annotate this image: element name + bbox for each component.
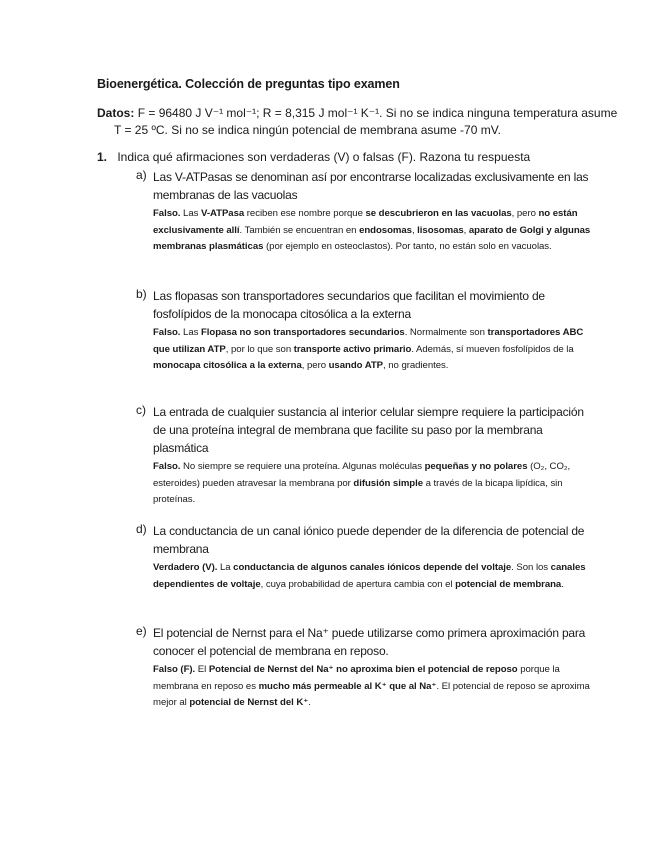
answer-text: , pero xyxy=(301,360,329,371)
answer-text: reciben ese nombre porque xyxy=(244,208,366,219)
answer-emphasis: V-ATPasa xyxy=(201,208,245,219)
datos-label: Datos: xyxy=(97,106,135,120)
answer-text: a través de la bicapa lipídica, sin proteínas. xyxy=(153,477,563,505)
datos-line-1 xyxy=(97,106,617,120)
answer-text: . Normalmente son xyxy=(404,327,488,338)
answer-emphasis: monocapa citosólica a la externa xyxy=(153,360,302,371)
answer-text: , xyxy=(411,224,418,236)
item-answer xyxy=(153,560,596,593)
answer-text: No siempre se requiere una proteína. Algunas moléculas xyxy=(180,461,425,472)
answer-text: (por ejemplo en osteoclastos). Por tanto, no están solo en vacuolas. xyxy=(263,241,552,252)
question-item-d xyxy=(136,522,596,593)
answer-text: . xyxy=(561,578,564,590)
answer-emphasis: lisosomas xyxy=(417,224,464,236)
item-statement: Las flopasas son transportadores secundarios que facilitan el movimiento de fosfolípidos de la monocapa citosólica a la externa xyxy=(153,289,545,321)
data-constants xyxy=(97,105,627,139)
item-answer xyxy=(153,325,596,375)
answer-emphasis: Verdadero (V). xyxy=(153,562,218,573)
answer-emphasis: Potencial de Nernst del Na⁺ no aproxima bien el potencial de reposo xyxy=(208,664,518,675)
datos-text-1: F = 96480 J V⁻¹ mol⁻¹; R = 8,315 J mol⁻¹ K⁻¹. Si no se indica ninguna temperatura asume xyxy=(137,106,618,120)
answer-emphasis: se descubrieron en las vacuolas xyxy=(365,208,512,219)
answer-text: . Son los xyxy=(511,562,551,573)
answer-emphasis: conductancia de algunos canales iónicos depende del voltaje xyxy=(233,562,512,573)
answer-text: (O₂, CO₂, esteroides) pueden atravesar la membrana por xyxy=(153,461,571,489)
answer-emphasis: no están exclusivamente allí xyxy=(153,208,578,236)
answer-emphasis: potencial de membrana xyxy=(455,578,562,590)
answer-text: . El potencial de reposo se aproxima mejor al xyxy=(153,680,590,708)
answer-text: , cuya probabilidad de apertura cambia con el xyxy=(260,578,456,590)
answer-emphasis: usando ATP xyxy=(328,360,384,371)
answer-emphasis: Falso. xyxy=(153,461,181,472)
document-title: Bioenergética. Colección de preguntas tipo examen xyxy=(97,77,400,91)
datos-line-2 xyxy=(97,122,627,139)
item-statement: El potencial de Nernst para el Na⁺ puede utilizarse como primera aproximación para conocer el potencial de membrana en reposo. xyxy=(153,626,586,658)
question-item-a xyxy=(136,168,596,256)
answer-text: , pero xyxy=(511,208,539,219)
question-item-e xyxy=(136,624,596,712)
item-letter: c) xyxy=(136,403,146,417)
answer-emphasis: endosomas xyxy=(359,224,412,236)
answer-text: Las xyxy=(180,327,201,338)
question-item-c xyxy=(136,403,596,509)
item-letter: e) xyxy=(136,624,147,638)
question-item-b xyxy=(136,287,596,375)
item-letter: d) xyxy=(136,522,147,536)
answer-emphasis: transportadores ABC que utilizan ATP xyxy=(153,327,584,355)
answer-emphasis: transporte activo primario xyxy=(293,343,412,355)
item-answer xyxy=(153,459,596,509)
answer-text: . Además, sí mueven fosfolípidos de la xyxy=(411,343,574,355)
answer-text: . xyxy=(308,697,311,708)
item-statement: La entrada de cualquier sustancia al interior celular siempre requiere la participación de una proteína integral de membrana que facilite su paso por la membrana plasmática xyxy=(153,405,584,455)
question-1-prompt xyxy=(97,150,530,164)
datos-t-label: T xyxy=(114,123,122,137)
answer-text: , xyxy=(463,224,469,236)
answer-text: . También se encuentran en xyxy=(239,224,360,236)
answer-text: Las xyxy=(180,208,201,219)
answer-emphasis: mucho más permeable al K⁺ que al Na⁺ xyxy=(258,680,437,692)
answer-emphasis: aparato de Golgi y algunas membranas plasmáticas xyxy=(153,224,591,252)
answer-emphasis: Falso. xyxy=(153,208,181,219)
answer-text: La xyxy=(217,562,234,573)
item-letter: a) xyxy=(136,168,147,182)
item-letter: b) xyxy=(136,287,147,301)
answer-emphasis: canales dependientes de voltaje xyxy=(153,562,586,590)
item-statement: Las V-ATPasas se denominan así por encontrarse localizadas exclusivamente en las membranas de las vacuolas xyxy=(153,170,589,202)
item-statement: La conductancia de un canal iónico puede depender de la diferencia de potencial de membrana xyxy=(153,524,585,556)
answer-text: El xyxy=(195,664,209,675)
answer-emphasis: difusión simple xyxy=(353,477,424,489)
answer-emphasis: pequeñas y no polares xyxy=(424,461,528,472)
datos-text-2: = 25 ºC. Si no se indica ningún potencial de membrana asume -70 mV. xyxy=(124,123,501,137)
question-text: Indica qué afirmaciones son verdaderas (V) o falsas (F). Razona tu respuesta xyxy=(117,150,531,164)
item-answer xyxy=(153,206,596,256)
answer-text: , por lo que son xyxy=(225,343,294,355)
item-answer xyxy=(153,662,596,712)
answer-text: , no gradientes. xyxy=(383,360,449,371)
answer-emphasis: potencial de Nernst del K⁺ xyxy=(189,697,309,708)
answer-emphasis: Falso. xyxy=(153,327,181,338)
question-number: 1. xyxy=(97,150,108,164)
answer-emphasis: Falso (F). xyxy=(153,664,196,675)
answer-text: porque la membrana en reposo es xyxy=(153,664,560,692)
answer-emphasis: Flopasa no son transportadores secundarios xyxy=(201,327,405,338)
